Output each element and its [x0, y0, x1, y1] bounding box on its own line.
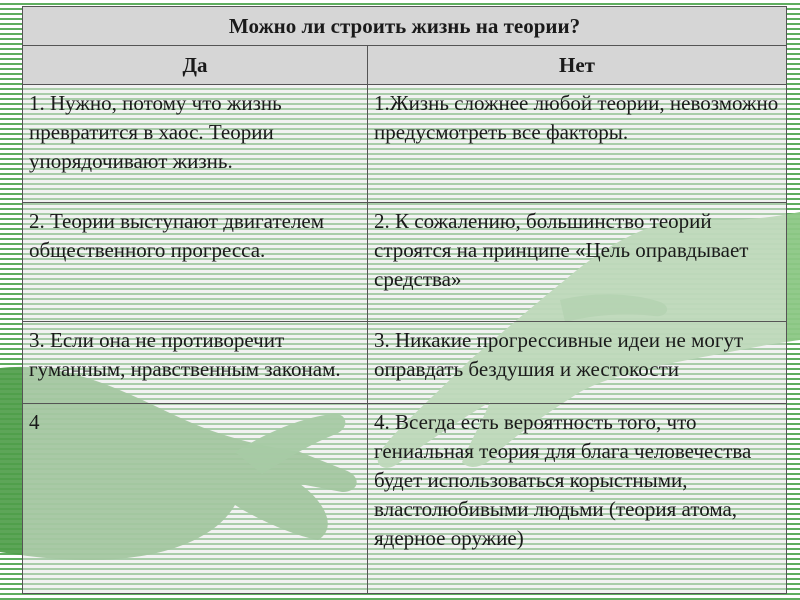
table-title: Можно ли строить жизнь на теории?: [23, 7, 787, 46]
table-row: [23, 85, 787, 203]
column-header-no: Нет: [368, 46, 787, 85]
table-row: [23, 203, 787, 321]
comparison-table: [22, 6, 787, 594]
table-cell: 2. К сожалению, большинство теорий строятся на принципе «Цель оправдывает средства»: [368, 203, 787, 321]
table-cell: 3. Если она не противоречит гуманным, нравственным законам.: [23, 321, 368, 404]
table-row: [23, 404, 787, 594]
column-header-yes: Да: [23, 46, 368, 85]
table-cell: 3. Никакие прогрессивные идеи не могут оправдать бездушия и жестокости: [368, 321, 787, 404]
table-cell: 4: [23, 404, 368, 594]
table-cell: 1. Нужно, потому что жизнь превратится в хаос. Теории упорядочивают жизнь.: [23, 85, 368, 203]
table-cell: 4. Всегда есть вероятность того, что гениальная теория для блага человечества будет использоваться корыстными, властолюбивыми людьми (теория атома, ядерное оружие): [368, 404, 787, 594]
table-row: [23, 321, 787, 404]
table-cell: 2. Теории выступают двигателем общественного прогресса.: [23, 203, 368, 321]
table-cell: 1.Жизнь сложнее любой теории, невозможно предусмотреть все факторы.: [368, 85, 787, 203]
